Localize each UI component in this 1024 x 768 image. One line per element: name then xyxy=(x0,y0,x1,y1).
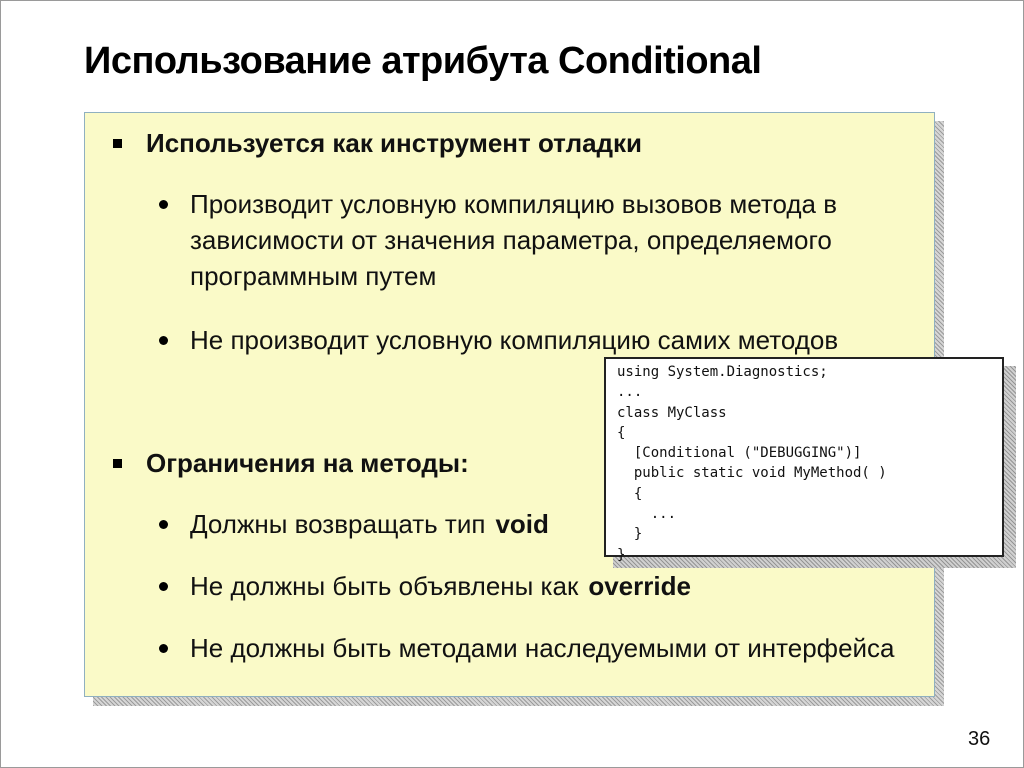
subbullet-plain-text: Не должны быть объявлены как xyxy=(190,571,579,601)
round-bullet-icon xyxy=(159,520,168,529)
slide-title: Использование атрибута Conditional xyxy=(84,40,762,82)
subbullet-plain-text: Должны возвращать тип xyxy=(190,509,486,539)
keyword-override: override xyxy=(588,571,691,601)
subbullet-text: Не производит условную компиляцию самих методов xyxy=(190,325,839,355)
round-bullet-icon xyxy=(159,644,168,653)
code-sample-box xyxy=(604,357,1004,563)
square-bullet-icon xyxy=(113,459,122,468)
bullet-text: Используется как инструмент отладки xyxy=(146,128,643,158)
round-bullet-icon xyxy=(159,336,168,345)
subbullet-text: Производит условную компиляцию вызовов метода в зависимости от значения параметра, определяемого программным путем xyxy=(190,189,838,291)
subbullet-text: Не должны быть методами наследуемыми от интерфейса xyxy=(190,633,895,663)
round-bullet-icon xyxy=(159,582,168,591)
keyword-void: void xyxy=(495,509,549,539)
square-bullet-icon xyxy=(113,139,122,148)
bullet-text: Ограничения на методы: xyxy=(146,448,469,478)
code-sample: using System.Diagnostics; ... class MyClass { [Conditional ("DEBUGGING")] public static void MyMethod( ) { ... } } xyxy=(617,364,887,563)
page-number: 36 xyxy=(968,728,991,750)
round-bullet-icon xyxy=(159,200,168,209)
subbullet-text xyxy=(190,568,910,604)
